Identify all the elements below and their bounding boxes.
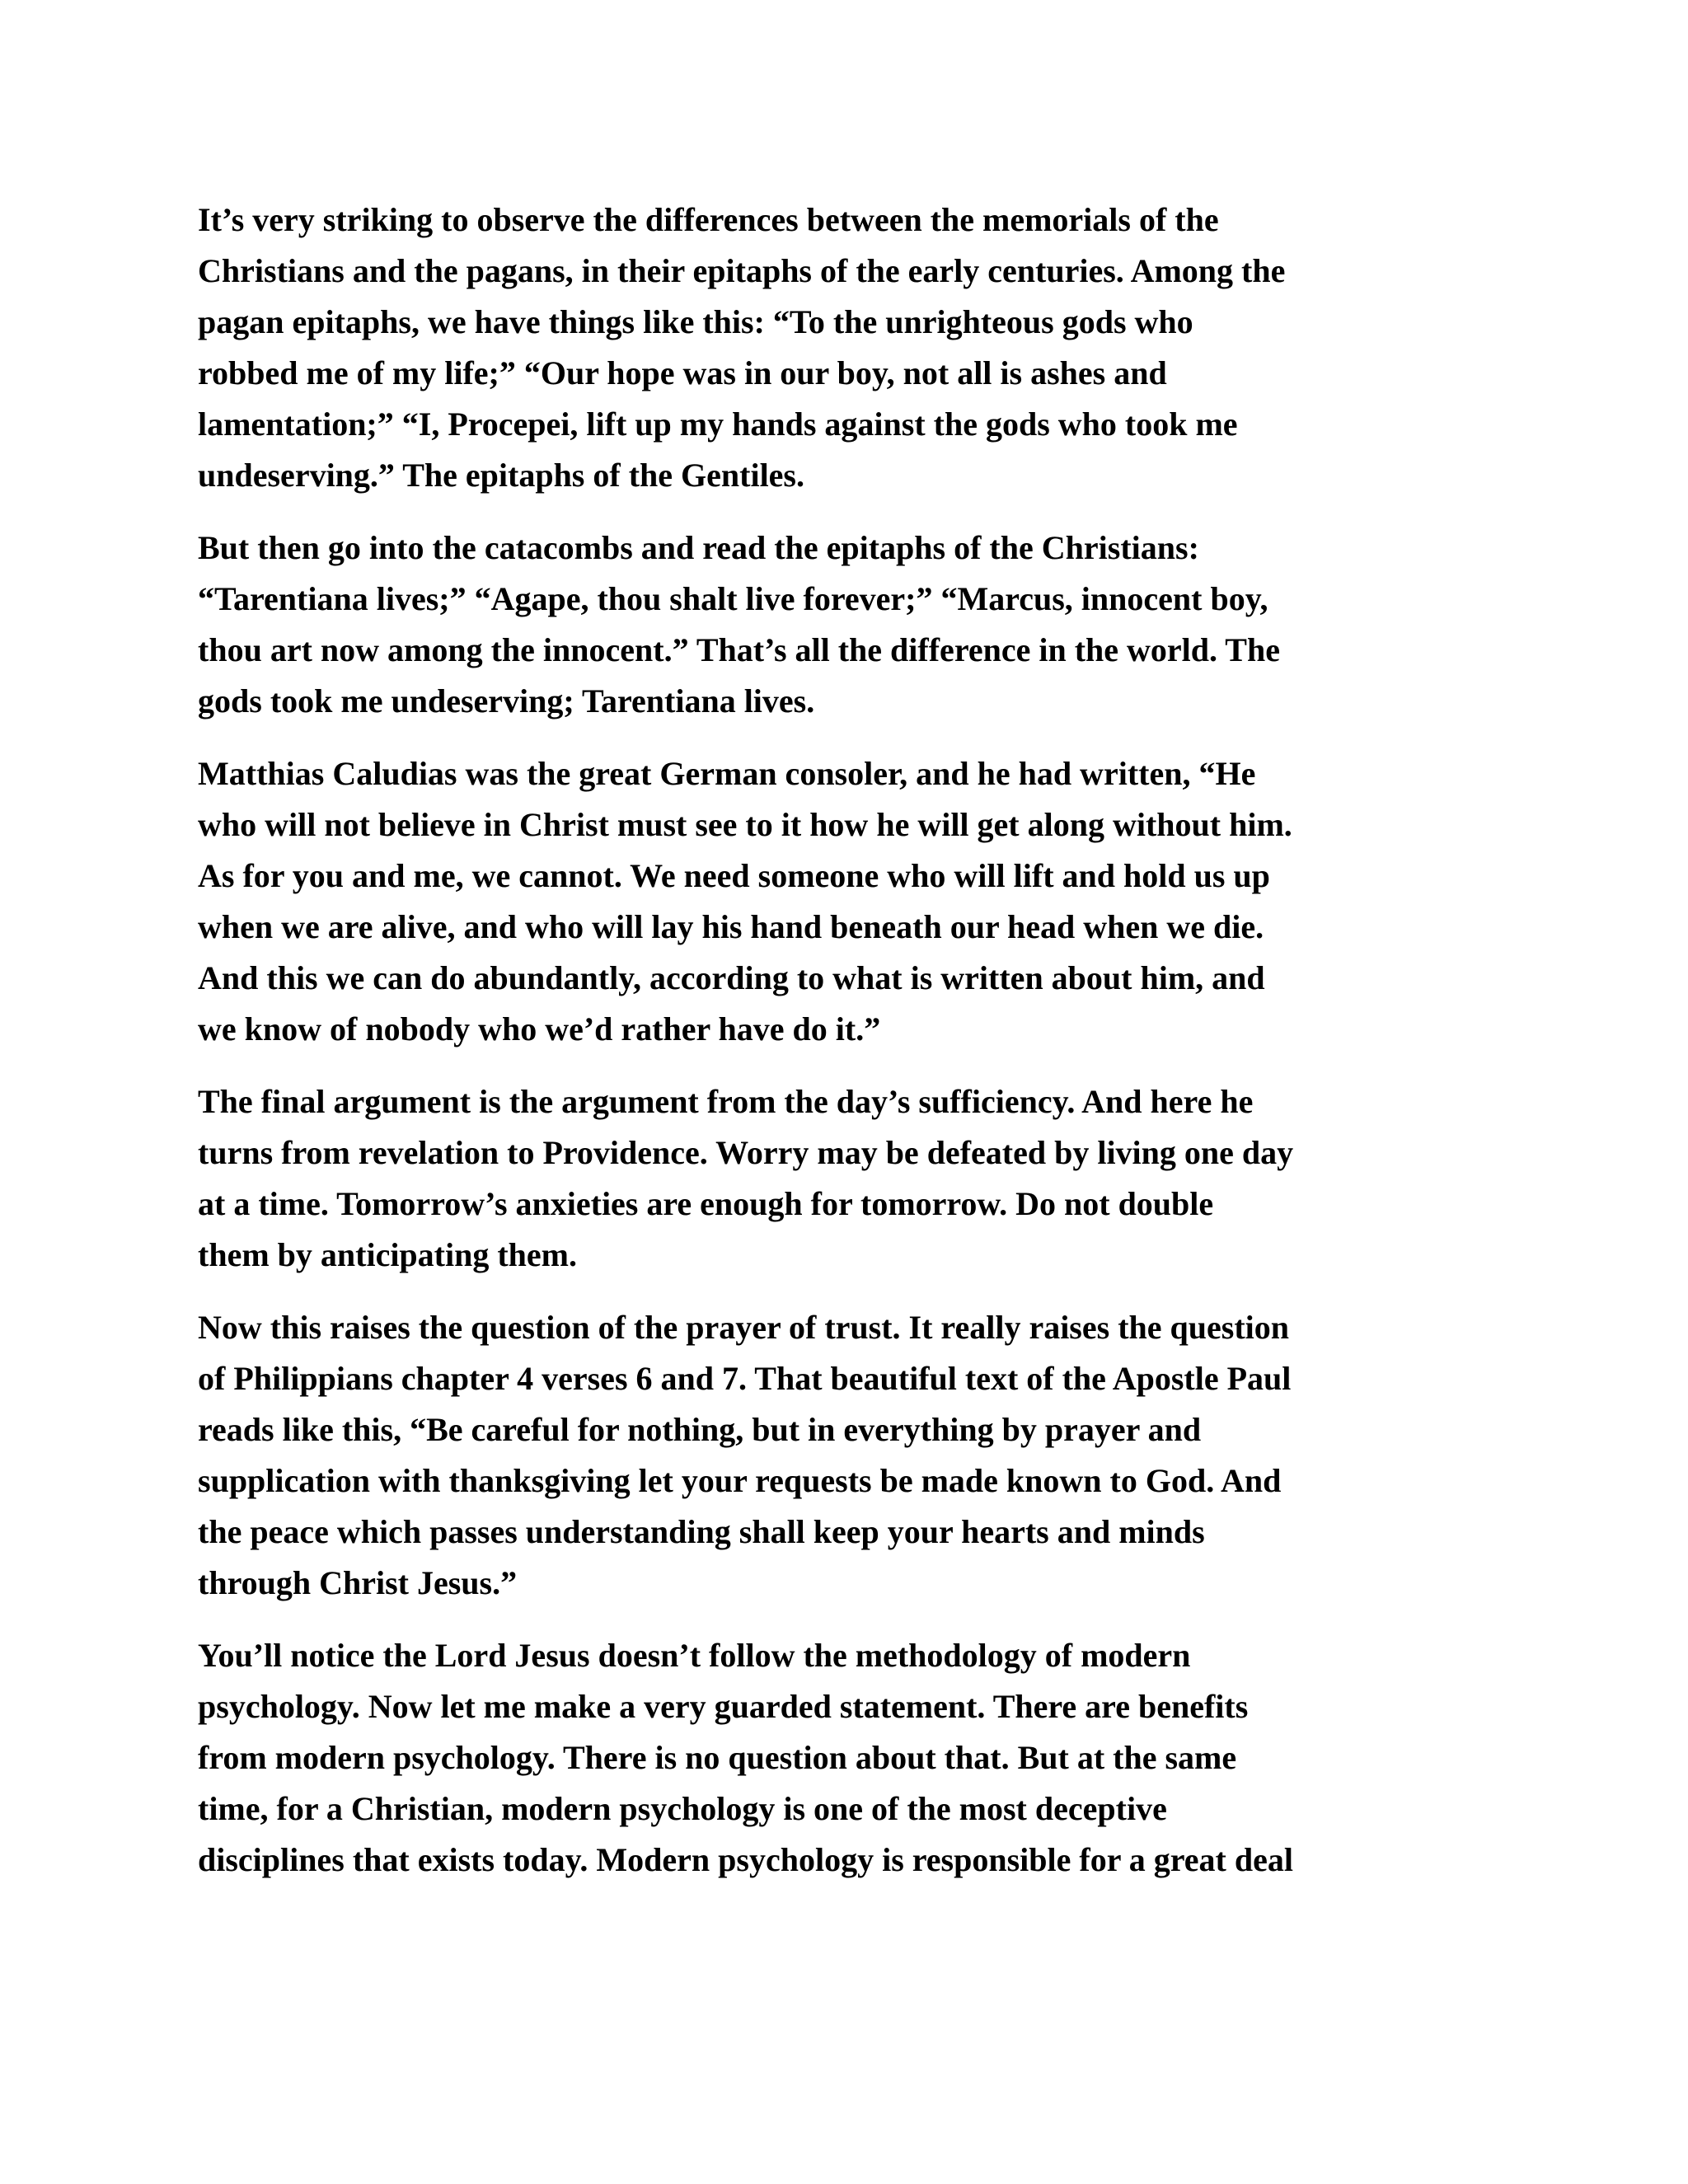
text-line: we know of nobody who we’d rather have do it.” [198, 1010, 881, 1047]
document-body [198, 194, 1517, 1907]
text-line: who will not believe in Christ must see to it how he will get along without him. [198, 806, 1292, 843]
text-line: pagan epitaphs, we have things like this: “To the unrighteous gods who [198, 303, 1193, 340]
text-line: As for you and me, we cannot. We need someone who will lift and hold us up [198, 857, 1270, 894]
text-line: the peace which passes understanding shall keep your hearts and minds [198, 1513, 1205, 1550]
text-line: reads like this, “Be careful for nothing, but in everything by prayer and [198, 1411, 1202, 1448]
text-line: supplication with thanksgiving let your requests be made known to God. And [198, 1462, 1282, 1499]
text-line: robbed me of my life;” “Our hope was in our boy, not all is ashes and [198, 354, 1167, 391]
text-line: them by anticipating them. [198, 1236, 577, 1273]
text-line: through Christ Jesus.” [198, 1564, 518, 1601]
paragraph-epitaphs-pagan [198, 194, 1517, 501]
text-line: thou art now among the innocent.” That’s all the difference in the world. The [198, 631, 1280, 668]
text-line: And this we can do abundantly, according to what is written about him, and [198, 959, 1265, 996]
text-line: gods took me undeserving; Tarentiana lives. [198, 682, 815, 719]
text-line: disciplines that exists today. Modern psychology is responsible for a great deal [198, 1841, 1293, 1878]
text-line: from modern psychology. There is no question about that. But at the same [198, 1739, 1237, 1776]
text-line: psychology. Now let me make a very guarded statement. There are benefits [198, 1688, 1249, 1725]
paragraph-final-argument [198, 1076, 1517, 1281]
text-line: undeserving.” The epitaphs of the Gentiles. [198, 457, 804, 494]
text-line: turns from revelation to Providence. Worry may be defeated by living one day [198, 1134, 1294, 1171]
text-line: You’ll notice the Lord Jesus doesn’t follow the methodology of modern [198, 1637, 1191, 1674]
text-line: But then go into the catacombs and read the epitaphs of the Christians: [198, 529, 1199, 566]
text-line: Christians and the pagans, in their epitaphs of the early centuries. Among the [198, 252, 1286, 289]
text-line: The final argument is the argument from the day’s sufficiency. And here he [198, 1083, 1254, 1120]
text-line: at a time. Tomorrow’s anxieties are enough for tomorrow. Do not double [198, 1185, 1214, 1222]
paragraph-prayer-of-trust [198, 1302, 1517, 1609]
text-line: Matthias Caludias was the great German consoler, and he had written, “He [198, 755, 1256, 792]
paragraph-modern-psychology [198, 1630, 1517, 1886]
text-line: It’s very striking to observe the differences between the memorials of the [198, 201, 1219, 238]
text-line: Now this raises the question of the prayer of trust. It really raises the question [198, 1309, 1290, 1346]
text-line: lamentation;” “I, Procepei, lift up my hands against the gods who took me [198, 405, 1238, 443]
text-line: “Tarentiana lives;” “Agape, thou shalt live forever;” “Marcus, innocent boy, [198, 580, 1268, 617]
paragraph-claudius-quote [198, 748, 1517, 1055]
text-line: of Philippians chapter 4 verses 6 and 7. That beautiful text of the Apostle Paul [198, 1360, 1292, 1397]
text-line: when we are alive, and who will lay his hand beneath our head when we die. [198, 908, 1264, 945]
paragraph-epitaphs-christian [198, 523, 1517, 727]
text-line: time, for a Christian, modern psychology is one of the most deceptive [198, 1790, 1167, 1827]
